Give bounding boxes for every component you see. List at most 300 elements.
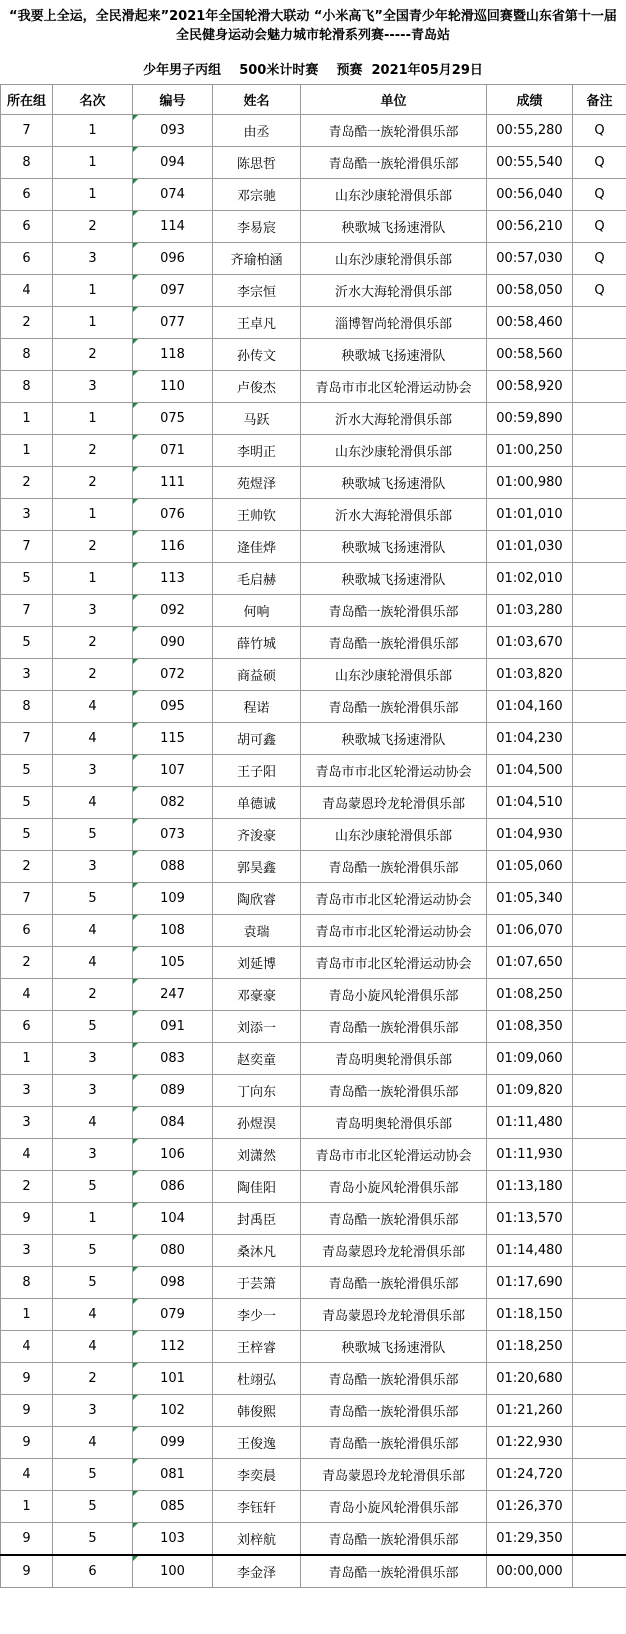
group-cell: 2: [1, 851, 53, 883]
rank-cell: 2: [53, 339, 133, 371]
rank-cell: 1: [53, 179, 133, 211]
unit-cell: 青岛明奥轮滑俱乐部: [301, 1043, 487, 1075]
unit-cell: 青岛酷一族轮滑俱乐部: [301, 147, 487, 179]
remark-cell: [573, 531, 626, 563]
result-cell: 00:58,050: [487, 275, 573, 307]
result-cell: 01:29,350: [487, 1523, 573, 1556]
unit-cell: 青岛酷一族轮滑俱乐部: [301, 1267, 487, 1299]
rank-cell: 4: [53, 915, 133, 947]
name-cell: 苑煜泽: [213, 467, 301, 499]
remark-cell: [573, 1331, 626, 1363]
table-row: [1, 819, 626, 851]
unit-cell: 青岛酷一族轮滑俱乐部: [301, 851, 487, 883]
result-cell: 01:02,010: [487, 563, 573, 595]
result-cell: 00:56,210: [487, 211, 573, 243]
column-header-name: 姓名: [213, 85, 301, 115]
table-row: [1, 595, 626, 627]
group-cell: 2: [1, 307, 53, 339]
group-cell: 8: [1, 147, 53, 179]
result-cell: 01:09,060: [487, 1043, 573, 1075]
remark-cell: [573, 1363, 626, 1395]
result-cell: 00:59,890: [487, 403, 573, 435]
remark-cell: [573, 499, 626, 531]
group-cell: 7: [1, 115, 53, 147]
unit-cell: 青岛小旋风轮滑俱乐部: [301, 979, 487, 1011]
number-cell: 113: [133, 563, 213, 595]
group-cell: 7: [1, 723, 53, 755]
event-subtitle: 少年男子丙组 500米计时赛 预赛 2021年05月29日: [143, 62, 483, 78]
name-cell: 程诺: [213, 691, 301, 723]
name-cell: 商益硕: [213, 659, 301, 691]
number-cell: 105: [133, 947, 213, 979]
rank-cell: 3: [53, 1395, 133, 1427]
rank-cell: 2: [53, 531, 133, 563]
result-cell: 01:03,820: [487, 659, 573, 691]
remark-cell: [573, 1459, 626, 1491]
rank-cell: 1: [53, 1203, 133, 1235]
rank-cell: 5: [53, 1459, 133, 1491]
group-cell: 1: [1, 435, 53, 467]
table-row: [1, 179, 626, 211]
group-cell: 2: [1, 947, 53, 979]
unit-cell: 沂水大海轮滑俱乐部: [301, 499, 487, 531]
remark-cell: [573, 1139, 626, 1171]
rank-cell: 4: [53, 1331, 133, 1363]
name-cell: 李明正: [213, 435, 301, 467]
table-body: [1, 115, 626, 1588]
unit-cell: 秧歌城飞扬速滑队: [301, 339, 487, 371]
rank-cell: 5: [53, 1011, 133, 1043]
number-cell: 080: [133, 1235, 213, 1267]
name-cell: 齐瑜柏涵: [213, 243, 301, 275]
rank-cell: 4: [53, 1299, 133, 1331]
result-cell: 00:57,030: [487, 243, 573, 275]
name-cell: 毛启赫: [213, 563, 301, 595]
result-cell: 01:04,230: [487, 723, 573, 755]
table-row: [1, 563, 626, 595]
result-cell: 01:08,350: [487, 1011, 573, 1043]
number-cell: 071: [133, 435, 213, 467]
group-cell: 9: [1, 1555, 53, 1588]
rank-cell: 2: [53, 435, 133, 467]
column-header-unit: 单位: [301, 85, 487, 115]
table-row: [1, 1299, 626, 1331]
group-cell: 8: [1, 339, 53, 371]
number-cell: 073: [133, 819, 213, 851]
name-cell: 李钰轩: [213, 1491, 301, 1523]
group-cell: 5: [1, 787, 53, 819]
name-cell: 陶佳阳: [213, 1171, 301, 1203]
name-cell: 封禹臣: [213, 1203, 301, 1235]
name-cell: 单德诚: [213, 787, 301, 819]
unit-cell: 山东沙康轮滑俱乐部: [301, 179, 487, 211]
table-row: [1, 947, 626, 979]
group-cell: 7: [1, 883, 53, 915]
table-row: [1, 691, 626, 723]
rank-cell: 2: [53, 1363, 133, 1395]
rank-cell: 1: [53, 115, 133, 147]
number-cell: 072: [133, 659, 213, 691]
remark-cell: [573, 1523, 626, 1556]
number-cell: 075: [133, 403, 213, 435]
unit-cell: 青岛酷一族轮滑俱乐部: [301, 1395, 487, 1427]
table-row: [1, 787, 626, 819]
table-row: [1, 435, 626, 467]
number-cell: 109: [133, 883, 213, 915]
table-row: [1, 1171, 626, 1203]
rank-cell: 1: [53, 499, 133, 531]
remark-cell: [573, 339, 626, 371]
result-cell: 01:09,820: [487, 1075, 573, 1107]
rank-cell: 2: [53, 627, 133, 659]
group-cell: 6: [1, 1011, 53, 1043]
table-row: [1, 1427, 626, 1459]
name-cell: 王梓睿: [213, 1331, 301, 1363]
column-header-remark: 备注: [573, 85, 626, 115]
column-header-result: 成绩: [487, 85, 573, 115]
table-row: [1, 499, 626, 531]
result-cell: 01:26,370: [487, 1491, 573, 1523]
unit-cell: 青岛酷一族轮滑俱乐部: [301, 1203, 487, 1235]
group-cell: 3: [1, 1075, 53, 1107]
rank-cell: 1: [53, 307, 133, 339]
rank-cell: 2: [53, 659, 133, 691]
unit-cell: 青岛酷一族轮滑俱乐部: [301, 115, 487, 147]
result-cell: 01:05,340: [487, 883, 573, 915]
unit-cell: 山东沙康轮滑俱乐部: [301, 659, 487, 691]
table-row: [1, 723, 626, 755]
number-cell: 111: [133, 467, 213, 499]
unit-cell: 青岛酷一族轮滑俱乐部: [301, 1555, 487, 1588]
result-cell: 01:13,180: [487, 1171, 573, 1203]
unit-cell: 秧歌城飞扬速滑队: [301, 723, 487, 755]
number-cell: 103: [133, 1523, 213, 1556]
remark-cell: [573, 883, 626, 915]
table-row: [1, 1523, 626, 1556]
number-cell: 096: [133, 243, 213, 275]
unit-cell: 青岛蒙恩玲龙轮滑俱乐部: [301, 787, 487, 819]
unit-cell: 青岛酷一族轮滑俱乐部: [301, 1011, 487, 1043]
table-row: [1, 1075, 626, 1107]
rank-cell: 5: [53, 1267, 133, 1299]
remark-cell: [573, 1171, 626, 1203]
name-cell: 郭昊鑫: [213, 851, 301, 883]
name-cell: 刘添一: [213, 1011, 301, 1043]
table-row: [1, 1267, 626, 1299]
result-cell: 01:04,930: [487, 819, 573, 851]
number-cell: 095: [133, 691, 213, 723]
remark-cell: [573, 1107, 626, 1139]
result-cell: 01:01,030: [487, 531, 573, 563]
rank-cell: 4: [53, 1107, 133, 1139]
number-cell: 074: [133, 179, 213, 211]
remark-cell: [573, 947, 626, 979]
name-cell: 王帅钦: [213, 499, 301, 531]
result-cell: 01:05,060: [487, 851, 573, 883]
group-cell: 8: [1, 371, 53, 403]
group-cell: 4: [1, 1331, 53, 1363]
result-cell: 01:03,280: [487, 595, 573, 627]
rank-cell: 2: [53, 979, 133, 1011]
result-cell: 00:58,560: [487, 339, 573, 371]
remark-cell: [573, 851, 626, 883]
group-cell: 7: [1, 595, 53, 627]
unit-cell: 秧歌城飞扬速滑队: [301, 467, 487, 499]
group-cell: 6: [1, 243, 53, 275]
group-cell: 9: [1, 1203, 53, 1235]
table-row: [1, 883, 626, 915]
rank-cell: 3: [53, 371, 133, 403]
group-cell: 6: [1, 211, 53, 243]
result-cell: 01:07,650: [487, 947, 573, 979]
unit-cell: 青岛酷一族轮滑俱乐部: [301, 691, 487, 723]
name-cell: 韩俊熙: [213, 1395, 301, 1427]
number-cell: 081: [133, 1459, 213, 1491]
remark-cell: [573, 1555, 626, 1588]
result-cell: 00:58,920: [487, 371, 573, 403]
number-cell: 115: [133, 723, 213, 755]
name-cell: 孙传文: [213, 339, 301, 371]
group-cell: 3: [1, 1107, 53, 1139]
result-cell: 01:04,500: [487, 755, 573, 787]
result-cell: 00:00,000: [487, 1555, 573, 1588]
table-row: [1, 467, 626, 499]
group-cell: 3: [1, 659, 53, 691]
unit-cell: 淄博智尚轮滑俱乐部: [301, 307, 487, 339]
table-row: [1, 1363, 626, 1395]
name-cell: 齐浚豪: [213, 819, 301, 851]
result-cell: 01:04,510: [487, 787, 573, 819]
unit-cell: 山东沙康轮滑俱乐部: [301, 435, 487, 467]
remark-cell: [573, 627, 626, 659]
group-cell: 4: [1, 1139, 53, 1171]
name-cell: 陶欣睿: [213, 883, 301, 915]
page-title: “我要上全运，全民滑起来”2021年全国轮滑大联动 “小米高飞”全国青少年轮滑巡回赛暨山东省第十一届全民健身运动会魅力城市轮滑系列赛-----青岛站: [9, 9, 617, 43]
number-cell: 086: [133, 1171, 213, 1203]
unit-cell: 青岛市市北区轮滑运动协会: [301, 755, 487, 787]
number-cell: 093: [133, 115, 213, 147]
unit-cell: 青岛市市北区轮滑运动协会: [301, 883, 487, 915]
table-row: [1, 1203, 626, 1235]
table-row: [1, 1043, 626, 1075]
number-cell: 085: [133, 1491, 213, 1523]
number-cell: 108: [133, 915, 213, 947]
table-row: [1, 755, 626, 787]
unit-cell: 秧歌城飞扬速滑队: [301, 211, 487, 243]
number-cell: 100: [133, 1555, 213, 1588]
number-cell: 083: [133, 1043, 213, 1075]
table-row: [1, 339, 626, 371]
group-cell: 5: [1, 627, 53, 659]
column-header-group: 所在组: [1, 85, 53, 115]
rank-cell: 5: [53, 883, 133, 915]
name-cell: 孙煜淏: [213, 1107, 301, 1139]
name-cell: 刘潇然: [213, 1139, 301, 1171]
name-cell: 袁瑞: [213, 915, 301, 947]
rank-cell: 4: [53, 787, 133, 819]
name-cell: 王卓凡: [213, 307, 301, 339]
remark-cell: [573, 435, 626, 467]
unit-cell: 青岛市市北区轮滑运动协会: [301, 915, 487, 947]
remark-cell: [573, 307, 626, 339]
number-cell: 092: [133, 595, 213, 627]
rank-cell: 3: [53, 755, 133, 787]
table-row: [1, 275, 626, 307]
number-cell: 082: [133, 787, 213, 819]
header-row: [1, 85, 626, 115]
name-cell: 邓宗驰: [213, 179, 301, 211]
table-row: [1, 1459, 626, 1491]
unit-cell: 青岛酷一族轮滑俱乐部: [301, 1363, 487, 1395]
remark-cell: [573, 1427, 626, 1459]
name-cell: 胡可鑫: [213, 723, 301, 755]
table-row: [1, 531, 626, 563]
number-cell: 090: [133, 627, 213, 659]
number-cell: 112: [133, 1331, 213, 1363]
table-row: [1, 307, 626, 339]
unit-cell: 秧歌城飞扬速滑队: [301, 1331, 487, 1363]
column-header-number: 编号: [133, 85, 213, 115]
rank-cell: 5: [53, 1171, 133, 1203]
unit-cell: 青岛市市北区轮滑运动协会: [301, 1139, 487, 1171]
number-cell: 077: [133, 307, 213, 339]
group-cell: 1: [1, 1491, 53, 1523]
rank-cell: 3: [53, 1075, 133, 1107]
number-cell: 084: [133, 1107, 213, 1139]
number-cell: 076: [133, 499, 213, 531]
result-cell: 01:03,670: [487, 627, 573, 659]
rank-cell: 3: [53, 595, 133, 627]
name-cell: 李易宸: [213, 211, 301, 243]
number-cell: 106: [133, 1139, 213, 1171]
unit-cell: 青岛酷一族轮滑俱乐部: [301, 1427, 487, 1459]
rank-cell: 1: [53, 275, 133, 307]
remark-cell: Q: [573, 275, 626, 307]
unit-cell: 青岛酷一族轮滑俱乐部: [301, 595, 487, 627]
rank-cell: 1: [53, 147, 133, 179]
result-cell: 00:58,460: [487, 307, 573, 339]
number-cell: 118: [133, 339, 213, 371]
result-cell: 01:08,250: [487, 979, 573, 1011]
group-cell: 2: [1, 1171, 53, 1203]
table-row: [1, 1139, 626, 1171]
name-cell: 于芸箫: [213, 1267, 301, 1299]
number-cell: 247: [133, 979, 213, 1011]
remark-cell: [573, 915, 626, 947]
table-row: [1, 1011, 626, 1043]
result-cell: 01:17,690: [487, 1267, 573, 1299]
remark-cell: Q: [573, 115, 626, 147]
remark-cell: [573, 403, 626, 435]
unit-cell: 青岛酷一族轮滑俱乐部: [301, 1075, 487, 1107]
rank-cell: 4: [53, 723, 133, 755]
unit-cell: 青岛酷一族轮滑俱乐部: [301, 1523, 487, 1556]
number-cell: 097: [133, 275, 213, 307]
result-cell: 01:00,250: [487, 435, 573, 467]
column-header-rank: 名次: [53, 85, 133, 115]
number-cell: 107: [133, 755, 213, 787]
number-cell: 088: [133, 851, 213, 883]
group-cell: 3: [1, 1235, 53, 1267]
rank-cell: 3: [53, 851, 133, 883]
group-cell: 7: [1, 531, 53, 563]
remark-cell: [573, 595, 626, 627]
number-cell: 098: [133, 1267, 213, 1299]
result-cell: 01:22,930: [487, 1427, 573, 1459]
remark-cell: Q: [573, 147, 626, 179]
rank-cell: 3: [53, 243, 133, 275]
result-cell: 01:24,720: [487, 1459, 573, 1491]
name-cell: 逄佳烨: [213, 531, 301, 563]
group-cell: 4: [1, 1459, 53, 1491]
result-cell: 00:55,540: [487, 147, 573, 179]
table-row: [1, 1331, 626, 1363]
table-header: [1, 85, 626, 115]
unit-cell: 青岛市市北区轮滑运动协会: [301, 947, 487, 979]
remark-cell: [573, 755, 626, 787]
remark-cell: Q: [573, 243, 626, 275]
remark-cell: [573, 723, 626, 755]
result-cell: 01:00,980: [487, 467, 573, 499]
table-row: [1, 851, 626, 883]
table-row: [1, 1491, 626, 1523]
result-cell: 00:56,040: [487, 179, 573, 211]
name-cell: 李宗恒: [213, 275, 301, 307]
table-row: [1, 1235, 626, 1267]
name-cell: 王子阳: [213, 755, 301, 787]
remark-cell: [573, 1267, 626, 1299]
name-cell: 刘延博: [213, 947, 301, 979]
table-row: [1, 147, 626, 179]
table-row: [1, 1555, 626, 1588]
remark-cell: [573, 1075, 626, 1107]
number-cell: 089: [133, 1075, 213, 1107]
name-cell: 何响: [213, 595, 301, 627]
remark-cell: [573, 787, 626, 819]
table-row: [1, 1395, 626, 1427]
unit-cell: 秧歌城飞扬速滑队: [301, 563, 487, 595]
name-cell: 由丞: [213, 115, 301, 147]
remark-cell: [573, 1043, 626, 1075]
table-row: [1, 115, 626, 147]
name-cell: 陈思哲: [213, 147, 301, 179]
remark-cell: [573, 1491, 626, 1523]
rank-cell: 5: [53, 1523, 133, 1556]
remark-cell: [573, 1235, 626, 1267]
unit-cell: 青岛明奥轮滑俱乐部: [301, 1107, 487, 1139]
remark-cell: [573, 691, 626, 723]
table-row: [1, 979, 626, 1011]
group-cell: 6: [1, 179, 53, 211]
remark-cell: [573, 371, 626, 403]
number-cell: 114: [133, 211, 213, 243]
name-cell: 丁向东: [213, 1075, 301, 1107]
group-cell: 1: [1, 1043, 53, 1075]
unit-cell: 山东沙康轮滑俱乐部: [301, 819, 487, 851]
group-cell: 2: [1, 467, 53, 499]
result-cell: 01:18,150: [487, 1299, 573, 1331]
result-cell: 01:11,480: [487, 1107, 573, 1139]
group-cell: 5: [1, 755, 53, 787]
table-row: [1, 243, 626, 275]
number-cell: 101: [133, 1363, 213, 1395]
rank-cell: 3: [53, 1139, 133, 1171]
remark-cell: [573, 659, 626, 691]
result-cell: 01:21,260: [487, 1395, 573, 1427]
table-row: [1, 915, 626, 947]
number-cell: 104: [133, 1203, 213, 1235]
unit-cell: 沂水大海轮滑俱乐部: [301, 403, 487, 435]
